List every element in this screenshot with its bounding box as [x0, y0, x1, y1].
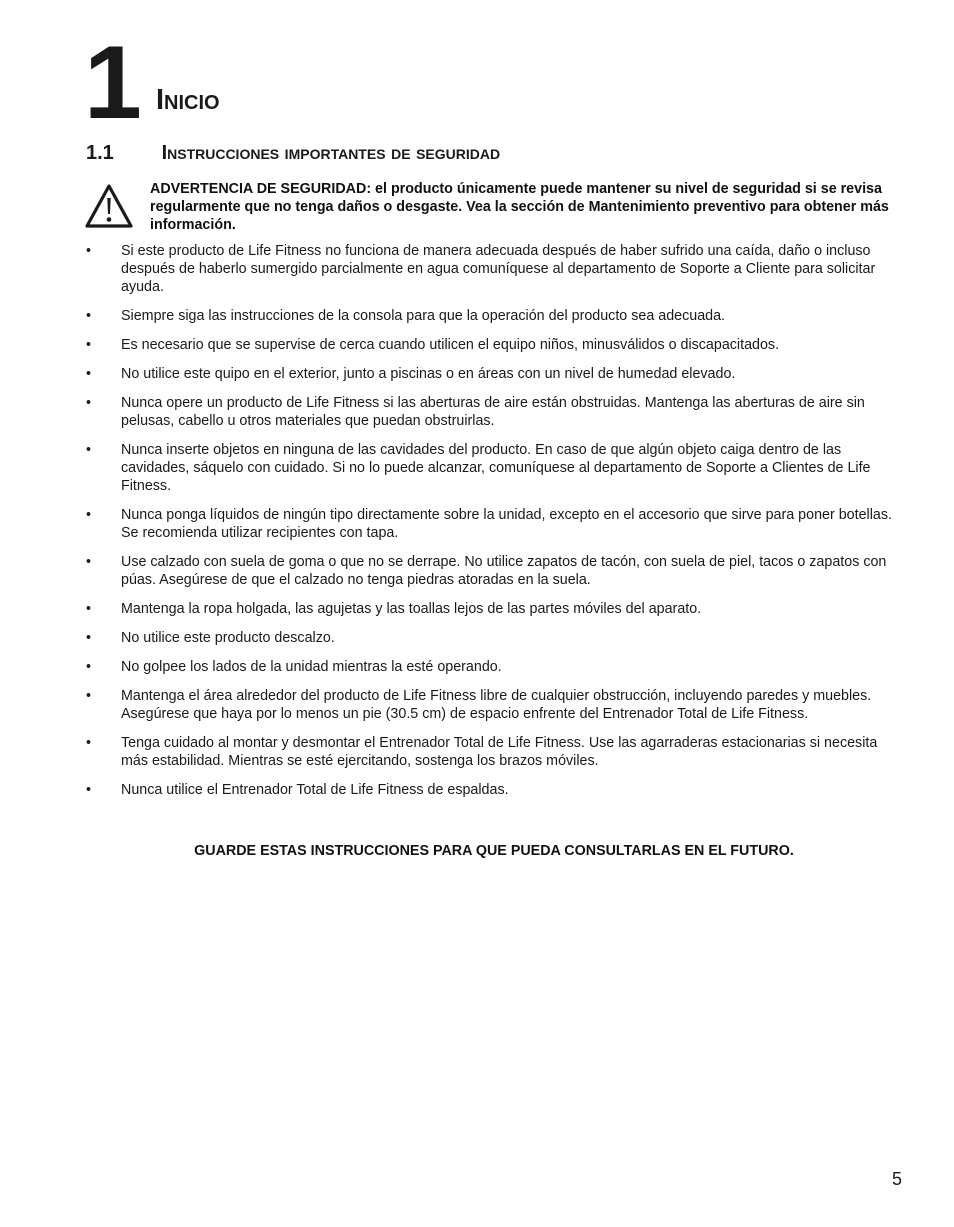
chapter-number: 1: [84, 25, 140, 141]
list-item: [86, 658, 900, 676]
list-item: [86, 600, 900, 618]
list-item-text: Nunca ponga líquidos de ningún tipo directamente sobre la unidad, excepto en el accesorio que sirve para poner botellas. Se recomienda utilizar recipientes con tapa.: [121, 507, 892, 541]
list-item: [86, 336, 900, 354]
list-item: [86, 687, 900, 723]
list-item: [86, 394, 900, 430]
section-number: 1.1: [86, 142, 114, 164]
chapter-title: Inicio: [156, 84, 220, 116]
section-heading: [86, 140, 500, 166]
list-item-text: Si este producto de Life Fitness no funciona de manera adecuada después de haber sufrido una caída, daño o incluso después de haberlo sumergido parcialmente en agua comuníquese al departamento de Soporte a Cliente para solicitar ayuda.: [121, 243, 876, 295]
list-item: [86, 553, 900, 589]
bullet-mark: •: [86, 630, 92, 646]
list-item-text: Nunca utilice el Entrenador Total de Life Fitness de espaldas.: [121, 782, 509, 798]
list-item-text: No utilice este producto descalzo.: [121, 630, 335, 646]
closing-note: GUARDE ESTAS INSTRUCCIONES PARA QUE PUEDA CONSULTARLAS EN EL FUTURO.: [194, 843, 794, 859]
list-item-text: Siempre siga las instrucciones de la consola para que la operación del producto sea adecuada.: [121, 308, 726, 324]
list-item: [86, 441, 900, 495]
list-item-text: Es necesario que se supervise de cerca cuando utilicen el equipo niños, minusválidos o discapacitados.: [121, 337, 780, 353]
safety-instructions-list: [86, 242, 900, 810]
safety-warning-text: ADVERTENCIA DE SEGURIDAD: el producto únicamente puede mantener su nivel de seguridad si se revisa regularmente que no tenga daños o desgaste. Vea la sección de Mantenimiento preventivo para obtener más información.: [150, 181, 889, 233]
bullet-mark: •: [86, 688, 92, 704]
page-number: 5: [891, 1169, 902, 1189]
bullet-mark: •: [86, 308, 92, 324]
bullet-mark: •: [86, 507, 92, 523]
list-item-text: No utilice este quipo en el exterior, junto a piscinas o en áreas con un nivel de humedad elevado.: [121, 366, 736, 382]
bullet-mark: •: [86, 601, 92, 617]
list-item-text: Nunca opere un producto de Life Fitness si las aberturas de aire están obstruidas. Mantenga las aberturas de aire sin pelusas, cabello u otros materiales que puedan obstruirlas.: [121, 395, 865, 429]
list-item: [86, 734, 900, 770]
list-item: [86, 242, 900, 296]
bullet-mark: •: [86, 442, 92, 458]
list-item: [86, 629, 900, 647]
bullet-mark: •: [86, 782, 92, 798]
list-item: [86, 781, 900, 799]
bullet-mark: •: [86, 366, 92, 382]
list-item-text: No golpee los lados de la unidad mientras la esté operando.: [121, 659, 502, 675]
list-item-text: Tenga cuidado al montar y desmontar el Entrenador Total de Life Fitness. Use las agarraderas estacionarias si necesita más estabilidad. Mientras se esté ejercitando, sostenga los brazos móviles.: [121, 735, 878, 769]
bullet-mark: •: [86, 735, 92, 751]
bullet-mark: •: [86, 659, 92, 675]
list-item-text: Mantenga el área alrededor del producto de Life Fitness libre de cualquier obstrucción, incluyendo paredes y muebles. Asegúrese que haya por lo menos un pie (30.5 cm) de espacio enfrente del Entrenador Total de Life Fitness.: [121, 688, 872, 722]
list-item: [86, 307, 900, 325]
bullet-mark: •: [86, 337, 92, 353]
bullet-mark: •: [86, 243, 92, 259]
list-item-text: Mantenga la ropa holgada, las agujetas y las toallas lejos de las partes móviles del aparato.: [121, 601, 702, 617]
bullet-mark: •: [86, 554, 92, 570]
list-item-text: Use calzado con suela de goma o que no se derrape. No utilice zapatos de tacón, con suela de piel, tacos o zapatos con púas. Asegúrese de que el calzado no tenga piedras atoradas en la suela.: [121, 554, 887, 588]
section-title: Instrucciones importantes de seguridad: [161, 142, 501, 164]
warning-triangle-icon: [84, 182, 134, 230]
list-item: [86, 365, 900, 383]
list-item-text: Nunca inserte objetos en ninguna de las cavidades del producto. En caso de que algún objeto caiga dentro de las cavidades, sáquelo con cuidado. Si no lo puede alcanzar, comuníquese al departamento de Soporte a Clientes de Life Fitness.: [121, 442, 871, 494]
list-item: [86, 506, 900, 542]
bullet-mark: •: [86, 395, 92, 411]
